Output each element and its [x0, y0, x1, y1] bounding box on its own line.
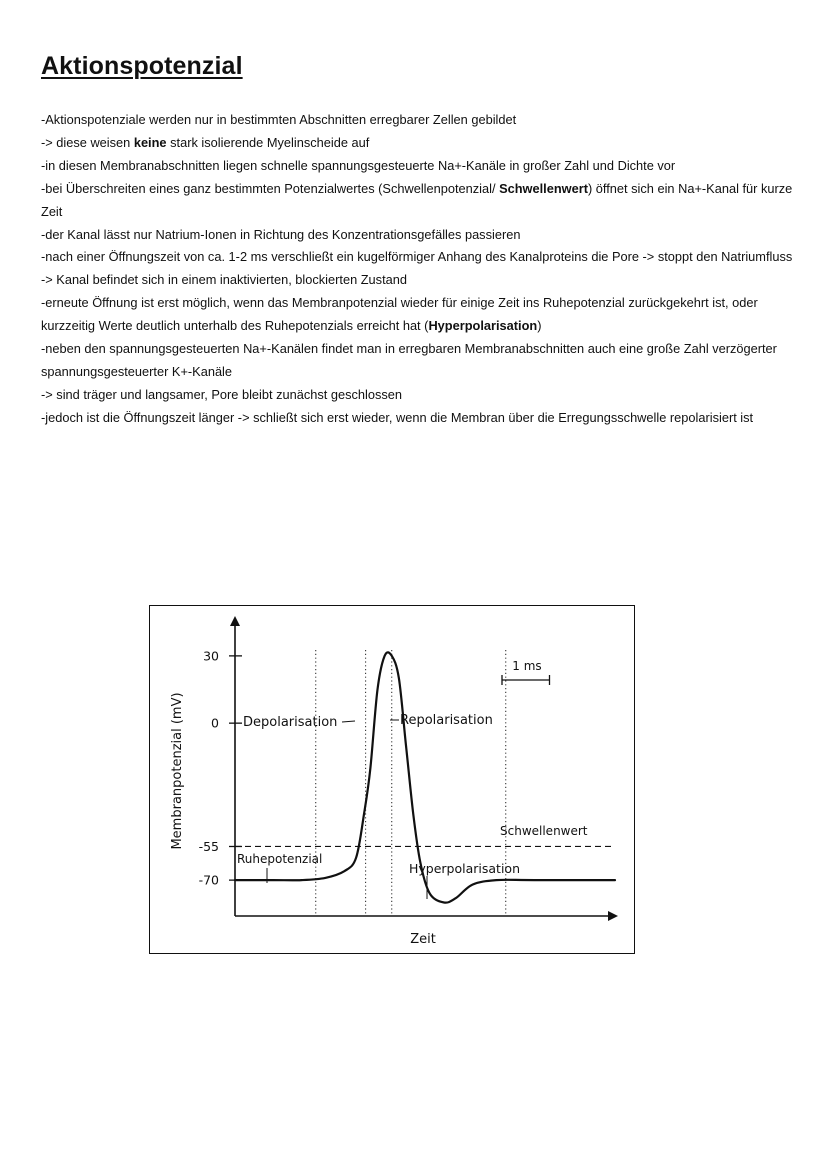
bold-term: Hyperpolarisation [428, 318, 538, 334]
action-potential-figure [149, 605, 635, 954]
document-title: Aktionspotenzial [41, 52, 243, 80]
body-paragraph [41, 407, 793, 430]
annotation-repolarisation: Repolarisation [400, 713, 493, 728]
body-paragraph [41, 109, 793, 132]
y-tick-label: 30 [203, 648, 219, 664]
paragraph-text: -in diesen Membranabschnitten liegen schnelle spannungsgesteuerte Na+-Kanäle in großer Zahl und Dichte vor [41, 157, 676, 173]
paragraph-text: -> Kanal befindet sich in einem inaktivierten, blockierten Zustand [41, 272, 407, 288]
bold-term: Schwellenwert [499, 180, 588, 196]
paragraph-text: -> diese weisen [41, 134, 134, 150]
annotation-ruhepotenzial: Ruhepotenzial [237, 852, 323, 866]
paragraph-text: -nach einer Öffnungszeit von ca. 1-2 ms verschließt ein kugelförmiger Anhang des Kanalproteins die Pore -> stoppt den Natriumfluss [41, 249, 793, 265]
y-axis-label: Membranpotenzial (mV) [170, 692, 185, 850]
paragraph-text: -> sind träger und langsamer, Pore bleibt zunächst geschlossen [41, 386, 403, 402]
body-paragraph [41, 224, 793, 247]
paragraph-text: -erneute Öffnung ist erst möglich, wenn das Membranpotenzial wieder für einige Zeit ins Ruhepotenzial zurückgekehrt ist, oder kurzzeitig Werte deutlich unterhalb des Ruhepotenzials erreicht hat ( [41, 295, 758, 334]
body-paragraph [41, 155, 793, 178]
paragraph-text: stark isolierende Myelinscheide auf [166, 134, 370, 150]
action-potential-chart [150, 606, 636, 955]
threshold-label: Schwellenwert [500, 824, 588, 838]
body-paragraph [41, 132, 793, 155]
y-tick-label: -70 [198, 872, 219, 888]
body-paragraph [41, 246, 793, 269]
bold-term: keine [133, 134, 167, 150]
annotation-depolarisation: Depolarisation [243, 715, 338, 730]
depolarisation-leader [342, 721, 355, 722]
x-axis-label: Zeit [410, 932, 436, 947]
annotation-hyperpolarisation: Hyperpolarisation [409, 861, 521, 876]
body-paragraph [41, 269, 793, 292]
paragraph-text: -jedoch ist die Öffnungszeit länger -> schließt sich erst wieder, wenn die Membran über die Erregungsschwelle repolarisiert ist [41, 409, 754, 425]
document-body [41, 109, 793, 430]
body-paragraph [41, 178, 793, 224]
paragraph-text: ) [537, 318, 542, 334]
paragraph-text: -neben den spannungsgesteuerten Na+-Kanälen findet man in erregbaren Membranabschnitten auch eine große Zahl verzögerter spannungsgesteuerter K+-Kanäle [41, 341, 777, 379]
body-paragraph [41, 338, 793, 384]
paragraph-text: -der Kanal lässt nur Natrium-Ionen in Richtung des Konzentrationsgefälles passieren [41, 226, 521, 242]
paragraph-text: ) öffnet sich ein Na+-Kanal für kurze Zeit [41, 180, 793, 219]
y-tick-label: -55 [198, 838, 219, 854]
paragraph-text: -Aktionspotenziale werden nur in bestimmten Abschnitten erregbarer Zellen gebildet [41, 112, 517, 127]
body-paragraph [41, 292, 793, 338]
body-paragraph [41, 384, 793, 407]
y-tick-label: 0 [211, 715, 219, 731]
paragraph-text: -bei Überschreiten eines ganz bestimmten Potenzialwertes (Schwellenpotenzial/ [41, 180, 500, 196]
scale-bar-label: 1 ms [512, 659, 542, 673]
